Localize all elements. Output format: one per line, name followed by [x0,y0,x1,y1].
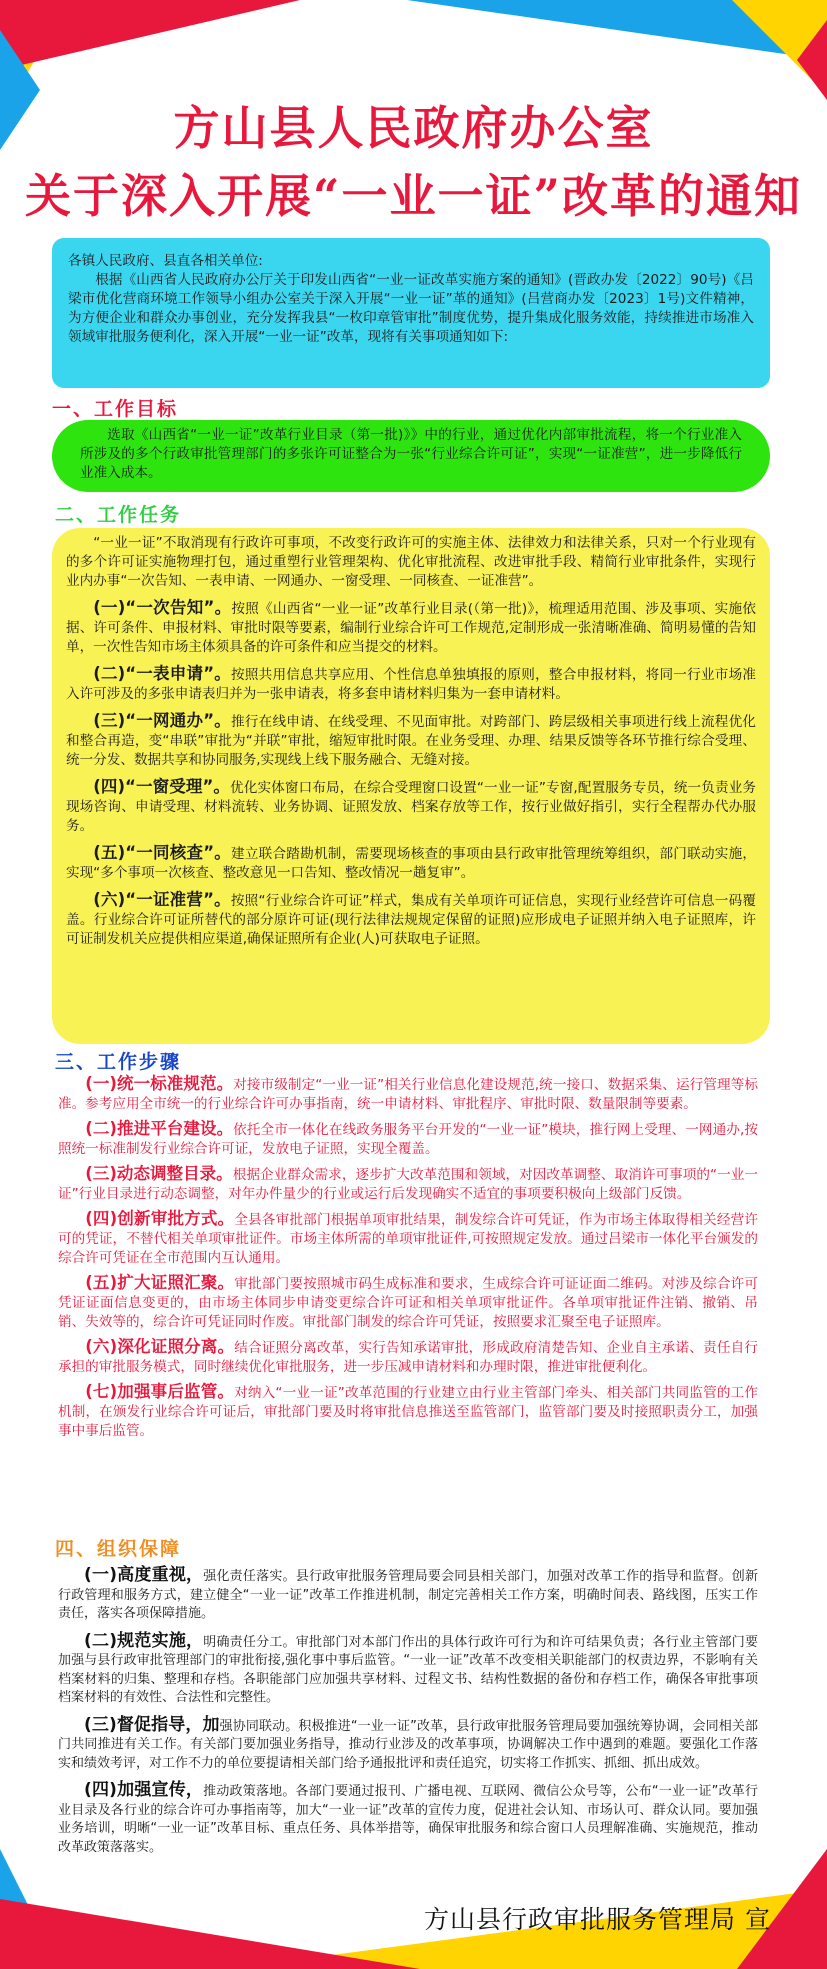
task-title: (六)“一证准营”。 [93,890,231,909]
task-body: 按照“行业综合许可证”样式，集成有关单项许可证信息，实现行业经营许可信息一码覆盖。行业综合许可证所替代的部分原许可证(现行法律法规规定保留的证照)应形成电子证照并纳入电子证照库，许可证制发机关应提供相应渠道,确保证照所有企业(人)可获取电子证照。 [66,893,756,947]
step-body: 根据企业群众需求，逐步扩大改革范围和领域，对因改革调整、取消许可事项的“一业一证”行业目录进行动态调整，对年办件量少的行业或运行后发现确实不适宜的事项要积极向上级部门反馈。 [58,1167,758,1202]
guarantee-body: 推动政策落地。各部门要通过报刊、广播电视、互联网、微信公众号等，公布“一业一证”改革行业目录及各行业的综合许可办事指南等，加大“一业一证”改革的宣传力度，促进社会认知、市场认可、群众认同。要加强业务培训，明晰“一业一证”改革目标、重点任务、具体举措等，确保审批服务和综合窗口人员理解准确、实施规范，推动改革政策落落实。 [58,1784,758,1855]
step-item [58,1209,758,1268]
guarantee-body: 强化责任落实。县行政审批服务管理局要会同县相关部门，加强对改革工作的指导和监督。创新行政管理和服务方式，建立健全“一业一证”改革工作推进机制，制定完善相关工作方案，明确时间表、路线图，压实工作责任，落实各项保障措施。 [58,1569,758,1621]
step-title: (六)深化证照分离。 [85,1337,235,1356]
step-item [58,1273,758,1332]
step-item [58,1164,758,1204]
step-body: 审批部门要按照城市码生成标准和要求，生成综合许可证证面二维码。对涉及综合许可凭证证面信息变更的，由市场主体同步申请变更综合许可证和相关单项审批证件。各单项审批证件注销、撤销、吊销、失效等的，综合许可凭证同时作废。审批部门制发的综合许可凭证，按照要求汇聚至电子证照库。 [58,1276,758,1330]
guarantee-body: 明确责任分工。审批部门对本部门作出的具体行政许可行为和许可结果负责；各行业主管部门要加强与县行政审批管理部门的审批衔接,强化事中事后监管。“一业一证”改革不改变相关职能部门的权责边界，不影响有关档案材料的归集、整理和存档。各职能部门应加强共享材料、过程文书、结构性数据的备份和存档工作，确保各审批事项档案材料的有效性、合法性和完整性。 [58,1634,758,1705]
step-title: (七)加强事后监管。 [85,1382,235,1401]
task-item [66,843,756,883]
step-title: (五)扩大证照汇聚。 [85,1273,235,1292]
task-item [66,711,756,770]
step-body: 全县各审批部门根据单项审批结果，制发综合许可凭证，作为市场主体取得相关经营许可的凭证，不替代相关单项审批证件。市场主体所需的单项审批证件,可按照规定发放。通过吕梁市一体化平台颁发的综合许可凭证在全市范围内互认通用。 [58,1212,758,1266]
step-item [58,1119,758,1159]
guarantee-item [58,1632,758,1708]
task-body: 建立联合踏勘机制，需要现场核查的事项由县行政审批管理统筹组织，部门联动实施，实现“多个事项一次核查、整改意见一口告知、整改情况一趟复审”。 [66,846,756,881]
step-title: (一)统一标准规范。 [85,1074,234,1093]
task-item [66,598,756,657]
corner-decoration-top-right-red [797,20,827,100]
guarantee-title: (一)高度重视， [84,1565,204,1585]
step-item [58,1337,758,1377]
step-title: (四)创新审批方式。 [85,1209,235,1228]
guarantee-title: (四)加强宣传， [84,1780,204,1800]
task-title: (一)“一次告知”。 [93,598,232,617]
step-body: 对纳入“一业一证”改革范围的行业建立由行业主管部门牵头、相关部门共同监管的工作机制，在颁发行业综合许可证后，审批部门要及时将审批信息推送至监管部门，监管部门要及时接照职责分工，加强事中事后监管。 [58,1385,758,1439]
step-body: 依托全市一体化在线政务服务平台开发的“一业一证”模块，推行网上受理、一网通办,按照统一标准制发行业综合许可证，发放电子证照，实现全覆盖。 [58,1122,758,1157]
tasks-intro: “一业一证”不取消现有行政许可事项，不改变行政许可的实施主体、法律效力和法律关系，只对一个行业现有的多个许可证实施物理打包，通过重塑行业管理架构、优化审批流程、改进审批手段、精简行业审批条件，实现行业内办事“一次告知、一表申请、一网通办、一窗受理、一同核查、一证准营”。 [66,535,756,589]
guarantee-title: (二)规范实施， [84,1630,204,1651]
issuer-signature: 方山县行政审批服务管理局 宣 [424,1905,771,1934]
guarantee-title: (三)督促指导，加 [84,1714,220,1735]
task-item [66,777,756,836]
task-body: 按照共用信息共享应用、个性信息单独填报的原则，整合申报材料，将同一行业市场准入许可涉及的多张申请表归并为一张申请表，将多套申请材料归集为一套申请材料。 [66,667,756,702]
corner-decoration-bottom-left-red [0,1899,420,1969]
section-heading-guarantee: 四、组织保障 [55,1538,182,1560]
step-item [58,1074,758,1114]
intro-body: 根据《山西省人民政府办公厅关于印发山西省“一业一证改革实施方案的通知》(晋政办发〔2022〕90号)《吕梁市优化营商环境工作领导小组办公室关于深入开展“一业一证”革的通知》(吕营商办发〔2023〕1号)文件精神，为方便企业和群众办事创业，充分发挥我县“一枚印章管审批”制度优势，提升集成化服务效能，持续推进市场准入领域审批服务便利化，深入开展“一业一证”改革，现将有关事项通知如下: [68,272,754,345]
guarantee-item [58,1781,758,1857]
section-heading-tasks: 二、工作任务 [55,504,182,526]
task-item [66,664,756,704]
task-title: (三)“一网通办”。 [93,711,232,730]
page-title-line-1: 方山县人民政府办公室 [173,101,654,155]
steps-list [58,1074,758,1446]
goals-box [52,420,770,492]
tasks-box [52,528,770,1044]
guarantee-body: 强协同联动。积极推进“一业一证”改革，县行政审批服务管理局要加强统筹协调，会同相关部门共同推进有关工作。有关部门要加强业务指导，推动行业涉及的改革事项，协调解决工作中遇到的难题。要强化工作落实和绩效考评，对工作不力的单位要提请相关部门给予通报批评和责任追究，切实将工作抓实、抓细、抓出成效。 [58,1718,758,1771]
task-title: (五)“一同核查”。 [93,843,232,862]
step-item [58,1382,758,1441]
task-item [66,890,756,949]
section-heading-steps: 三、工作步骤 [55,1051,182,1073]
step-body: 对接市级制定“一业一证”相关行业信息化建设规范,统一接口、数据采集、运行管理等标准。参考应用全市统一的行业综合许可办事指南，统一申请材料、审批程序、审批时限、数量限制等要素。 [58,1077,758,1112]
guarantee-item [58,1716,758,1774]
step-title: (二)推进平台建设。 [85,1119,234,1138]
guarantee-list [58,1566,758,1865]
intro-salutation: 各镇人民政府、县直各相关单位: [68,253,263,269]
step-body: 结合证照分离改革，实行告知承诺审批，形成政府清楚告知、企业自主承诺、责任自行承担的审批服务模式，同时继续优化审批服务，进一步压减申请材料和办理时限，推进审批便利化。 [58,1340,758,1375]
step-title: (三)动态调整目录。 [85,1164,233,1183]
goals-body: 选取《山西省“一业一证”改革行业目录（第一批)》》中的行业，通过优化内部审批流程，将一个行业准入所涉及的多个行政审批管理部门的多张许可证整合为一张“行业综合许可证”，实现“一证准营”，进一步降低行业准入成本。 [80,427,742,481]
page-title-line-2: 关于深入开展“一业一证”改革的通知 [25,169,802,223]
task-body: 按照《山西省“一业一证”改革行业目录(（第一批)》，梳理适用范围、涉及事项、实施依据、许可条件、申报材料、审批时限等要素，编制行业综合许可工作规范,定制形成一张清晰准确、简明易懂的告知单，一次性告知市场主体须具备的许可条件和应当提交的材料。 [66,601,756,655]
task-title: (四)“一窗受理”。 [93,777,231,796]
task-body: 优化实体窗口布局，在综合受理窗口设置“一业一证”专窗,配置服务专员，统一负责业务现场咨询、申请受理、材料流转、业务协调、证照发放、档案存放等工作，按行业做好指引，实行全程帮办代办服务。 [66,780,756,834]
guarantee-item [58,1566,758,1624]
corner-decoration-top-left-red [0,0,300,70]
task-body: 推行在线申请、在线受理、不见面审批。对跨部门、跨层级相关事项进行线上流程优化和整合再造，变“串联”审批为“并联”审批，缩短审批时限。在业务受理、办理、结果反馈等各环节推行综合受理、统一分发、数据共享和协同服务,实现线上线下服务融合、无缝对接。 [66,714,756,768]
task-title: (二)“一表申请”。 [93,664,232,683]
section-heading-goals: 一、工作目标 [52,398,179,420]
intro-box [52,238,770,388]
